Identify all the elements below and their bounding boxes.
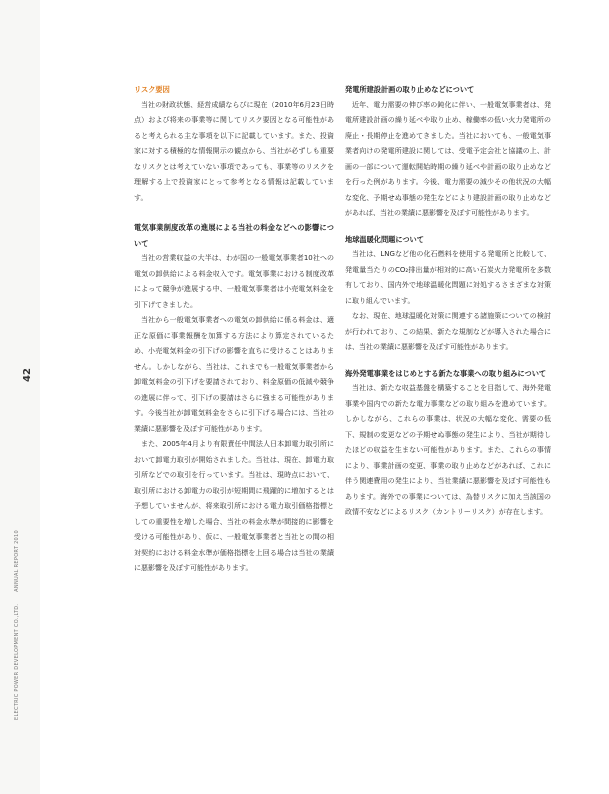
- side-footer-text: [14, 520, 20, 720]
- intro-paragraph: 当社の財政状態、経営成績ならびに現在（2010年6月23日時点）および将来の事業等に関してリスク要因となる可能性があると考えられる主な事項を以下に記載しています。また、投資家に対する積極的な情報開示の観点から、当社が必ずしも重要なリスクとは考えていない事項であっても、事業等のリスクを理解する上で投資家にとって参考となる情報は記載しています。: [134, 100, 334, 202]
- global-warming-paragraph-2: なお、現在、地球温暖化対策に関連する諸施策についての検討が行われており、この結果、新たな規制などが導入された場合には、当社の業績に悪影響を及ぼす可能性があります。: [345, 312, 551, 351]
- margin-band: [0, 0, 40, 794]
- section-title-global-warming: 地球温暖化問題について: [345, 234, 424, 244]
- global-warming-paragraph-1: 当社は、LNGなど他の化石燃料を使用する発電所と比較して、発電量当たりのCO₂排出量が相対的に高い石炭火力発電所を多数有しており、国内外で地球温暖化問題に対処するさまざまな対策に取り組んでいます。: [345, 250, 551, 305]
- risk-factors-title: リスク要因: [134, 85, 170, 94]
- reform-paragraph-3: また、2005年4月より有限責任中間法人日本卸電力取引所において卸電力取引が開始されました。当社は、現在、卸電力取引所などでの取引を行っています。当社は、現時点において、取引所における卸電力の取引が短期間に飛躍的に増加するとは予想していませんが、将来取引所における電力取引価格指標としての重要性を増した場合、当社の料金水準が間接的に影響を受ける可能性があり、仮に、一般電気事業者と当社との間の相対契約における料金水準が価格指標を上回る場合は当社の業績に悪影響を及ぼす可能性があります。: [134, 440, 334, 572]
- reform-paragraph-2: 当社から一般電気事業者への電気の卸供給に係る料金は、適正な原価に事業報酬を加算する方法により算定されているため、小売電気料金の引下げの影響を直ちに受けることはありません。しかしながら、当社は、これまでも一般電気事業者から卸電気料金の引下げを要請されており、料金原価の低減や競争の進展に伴って、引下げの要請はさらに強まる可能性があります。今後当社が卸電気料金をさらに引下げる場合には、当社の業績に悪影響を及ぼす可能性があります。: [134, 316, 334, 433]
- report-name: ANNUAL REPORT 2010: [14, 529, 20, 592]
- section-title-reform: 電気事業制度改革の進展による当社の料金などへの影響について: [134, 223, 334, 248]
- construction-paragraph: 近年、電力需要の伸び率の鈍化に伴い、一般電気事業者は、発電所建設計画の繰り延べや取り止め、稼働率の低い火力発電所の廃止・長期停止を進めてきました。当社においても、一般電気事業者向けの発電所建設に関しては、受電予定会社と協議の上、計画の一部について運転開始時期の繰り延べや計画の取り止めなどを行った例があります。今後、電力需要の減少その他状況の大幅な変化、予期せぬ事態の発生などにより建設計画の取り止めなどがあれば、当社の業績に悪影響を及ぼす可能性があります。: [345, 100, 551, 217]
- section-title-new-business: 海外発電事業をはじめとする新たな事業への取り組みについて: [345, 368, 547, 378]
- new-business-paragraph: 当社は、新たな収益基盤を構築することを目指して、海外発電事業や国内での新たな電力事業などの取り組みを進めています。しかしながら、これらの事業は、状況の大幅な変化、需要の低下、規制の変更などの予期せぬ事態の発生により、当社が期待したほどの収益を生まない可能性があります。また、これらの事情により、事業計画の変更、事業の取り止めなどがあれば、これに伴う関連費用の発生により、当社業績に悪影響を及ぼす可能性もあります。海外での事業については、為替リスクに加え当該国の政情不安などによるリスク（カントリーリスク）が存在します。: [345, 384, 551, 516]
- page-number: 42: [22, 368, 33, 382]
- company-name: ELECTRIC POWER DEVELOPMENT CO.,LTD.: [14, 603, 20, 720]
- section-title-construction: 発電所建設計画の取り止めなどについて: [345, 85, 475, 94]
- right-column: [345, 82, 551, 521]
- left-column: [134, 82, 334, 577]
- reform-paragraph-1: 当社の営業収益の大半は、わが国の一般電気事業者10社への電気の卸供給による料金収入です。電気事業における制度改革によって競争が進展する中、一般電気事業者は小売電気料金を引下げてきました。: [134, 254, 334, 309]
